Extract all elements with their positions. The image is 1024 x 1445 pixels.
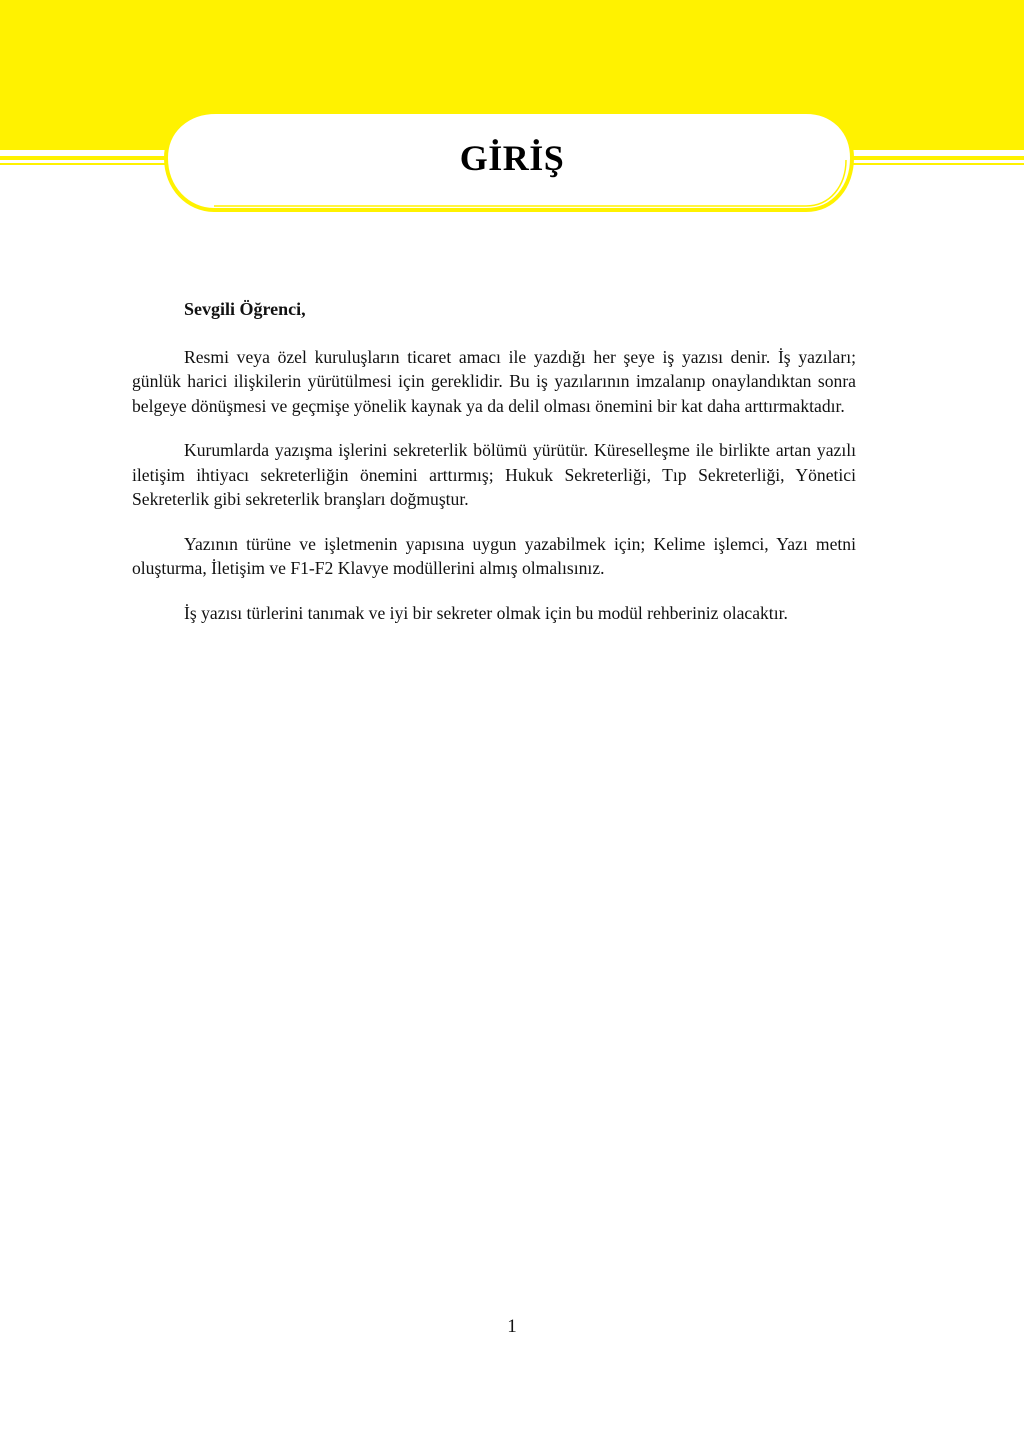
document-body (132, 297, 856, 625)
paragraph-1: Resmi veya özel kuruluşların ticaret amacı ile yazdığı her şeye iş yazısı denir. İş yazıları; günlük harici ilişkilerin yürütülmesi için gereklidir. Bu iş yazılarının imzalanıp onaylandıktan sonra belgeye dönüşmesi ve geçmişe yönelik kaynak ya da delil olması önemini bir kat daha arttırmaktadır. (132, 346, 856, 416)
page-title: GİRİŞ (459, 138, 565, 178)
yellow-band-shape (0, 0, 1024, 150)
paragraph-2: Kurumlarda yazışma işlerini sekreterlik bölümü yürütür. Küreselleşme ile birlikte artan yazılı iletişim ihtiyacı sekreterliğin önemini arttırmış; Hukuk Sekreterliği, Tıp Sekreterliği, Yönetici Sekreterlik gibi sekreterlik branşları doğmuştur. (132, 440, 856, 509)
paragraph-4: İş yazısı türlerini tanımak ve iyi bir sekreter olmak için bu modül rehberiniz olacaktır. (184, 602, 788, 623)
salutation: Sevgili Öğrenci, (184, 299, 306, 319)
page-number: 1 (507, 1316, 517, 1337)
paragraph-3: Yazının türüne ve işletmenin yapısına uygun yazabilmek için; Kelime işlemci, Yazı metni oluşturma, İletişim ve F1-F2 Klavye modüllerini almış olmalısınız. (132, 533, 856, 578)
